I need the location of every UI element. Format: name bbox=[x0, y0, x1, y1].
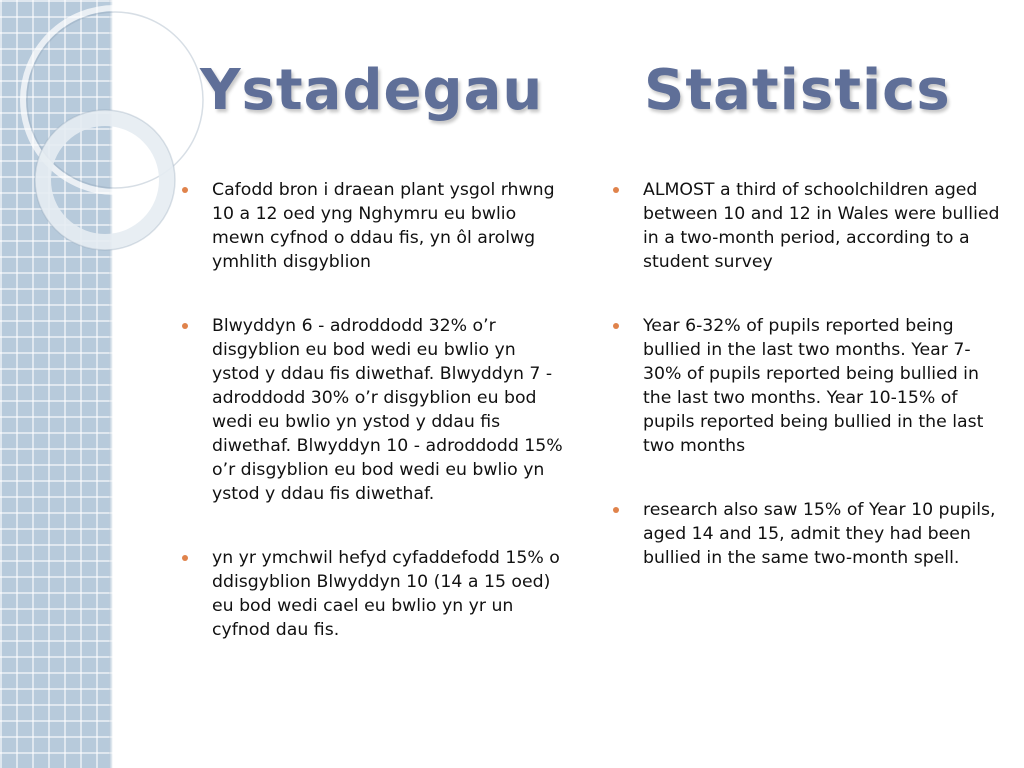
title-english: Statistics bbox=[644, 58, 951, 123]
bullet-dot-icon bbox=[613, 323, 619, 329]
english-point-text: Year 6-32% of pupils reported being bullied in the last two months. Year 7-30% of pupils reported being bullied in the last two months. Year 10-15% of pupils reported being bullied in the last two months bbox=[643, 316, 984, 456]
english-point-text: ALMOST a third of schoolchildren aged between 10 and 12 in Wales were bullied in a two-month period, according to a student survey bbox=[643, 180, 1000, 272]
bullet-dot-icon bbox=[182, 323, 188, 329]
bullet-dot-icon bbox=[182, 555, 188, 561]
bullet-dot-icon bbox=[613, 507, 619, 513]
decorative-rings bbox=[0, 0, 200, 260]
list-item bbox=[613, 178, 1005, 274]
bullet-dot-icon bbox=[613, 187, 619, 193]
welsh-point-text: Cafodd bron i draean plant ysgol rhwng 10 a 12 oed yng Nghymru eu bwlio mewn cyfnod o ddau fis, yn ôl arolwg ymhlith disgyblion bbox=[212, 180, 555, 272]
welsh-point-text: yn yr ymchwil hefyd cyfaddefodd 15% o ddisgyblion Blwyddyn 10 (14 a 15 oed) eu bod wedi cael eu bwlio yn yr un cyfnod dau fis. bbox=[212, 548, 560, 640]
list-item bbox=[182, 546, 567, 642]
welsh-bullet-list bbox=[182, 178, 567, 682]
welsh-point-text: Blwyddyn 6 - adroddodd 32% o’r disgyblion eu bod wedi eu bwlio yn ystod y ddau fis diwethaf. Blwyddyn 7 - adroddodd 30% o’r disgyblion eu bod wedi eu bwlio yn ystod y ddau fis diwethaf. Blwyddyn 10 - adroddodd 15% o’r disgyblion eu bod wedi eu bwlio yn ystod y ddau fis diwethaf. bbox=[212, 316, 563, 504]
english-point-text: research also saw 15% of Year 10 pupils, aged 14 and 15, admit they had been bullied in the same two-month spell. bbox=[643, 500, 996, 568]
list-item bbox=[613, 498, 1005, 570]
english-bullet-list bbox=[613, 178, 1005, 610]
list-item bbox=[613, 314, 1005, 458]
list-item bbox=[182, 314, 567, 506]
bullet-dot-icon bbox=[182, 187, 188, 193]
title-welsh: Ystadegau bbox=[200, 58, 544, 123]
list-item bbox=[182, 178, 567, 274]
